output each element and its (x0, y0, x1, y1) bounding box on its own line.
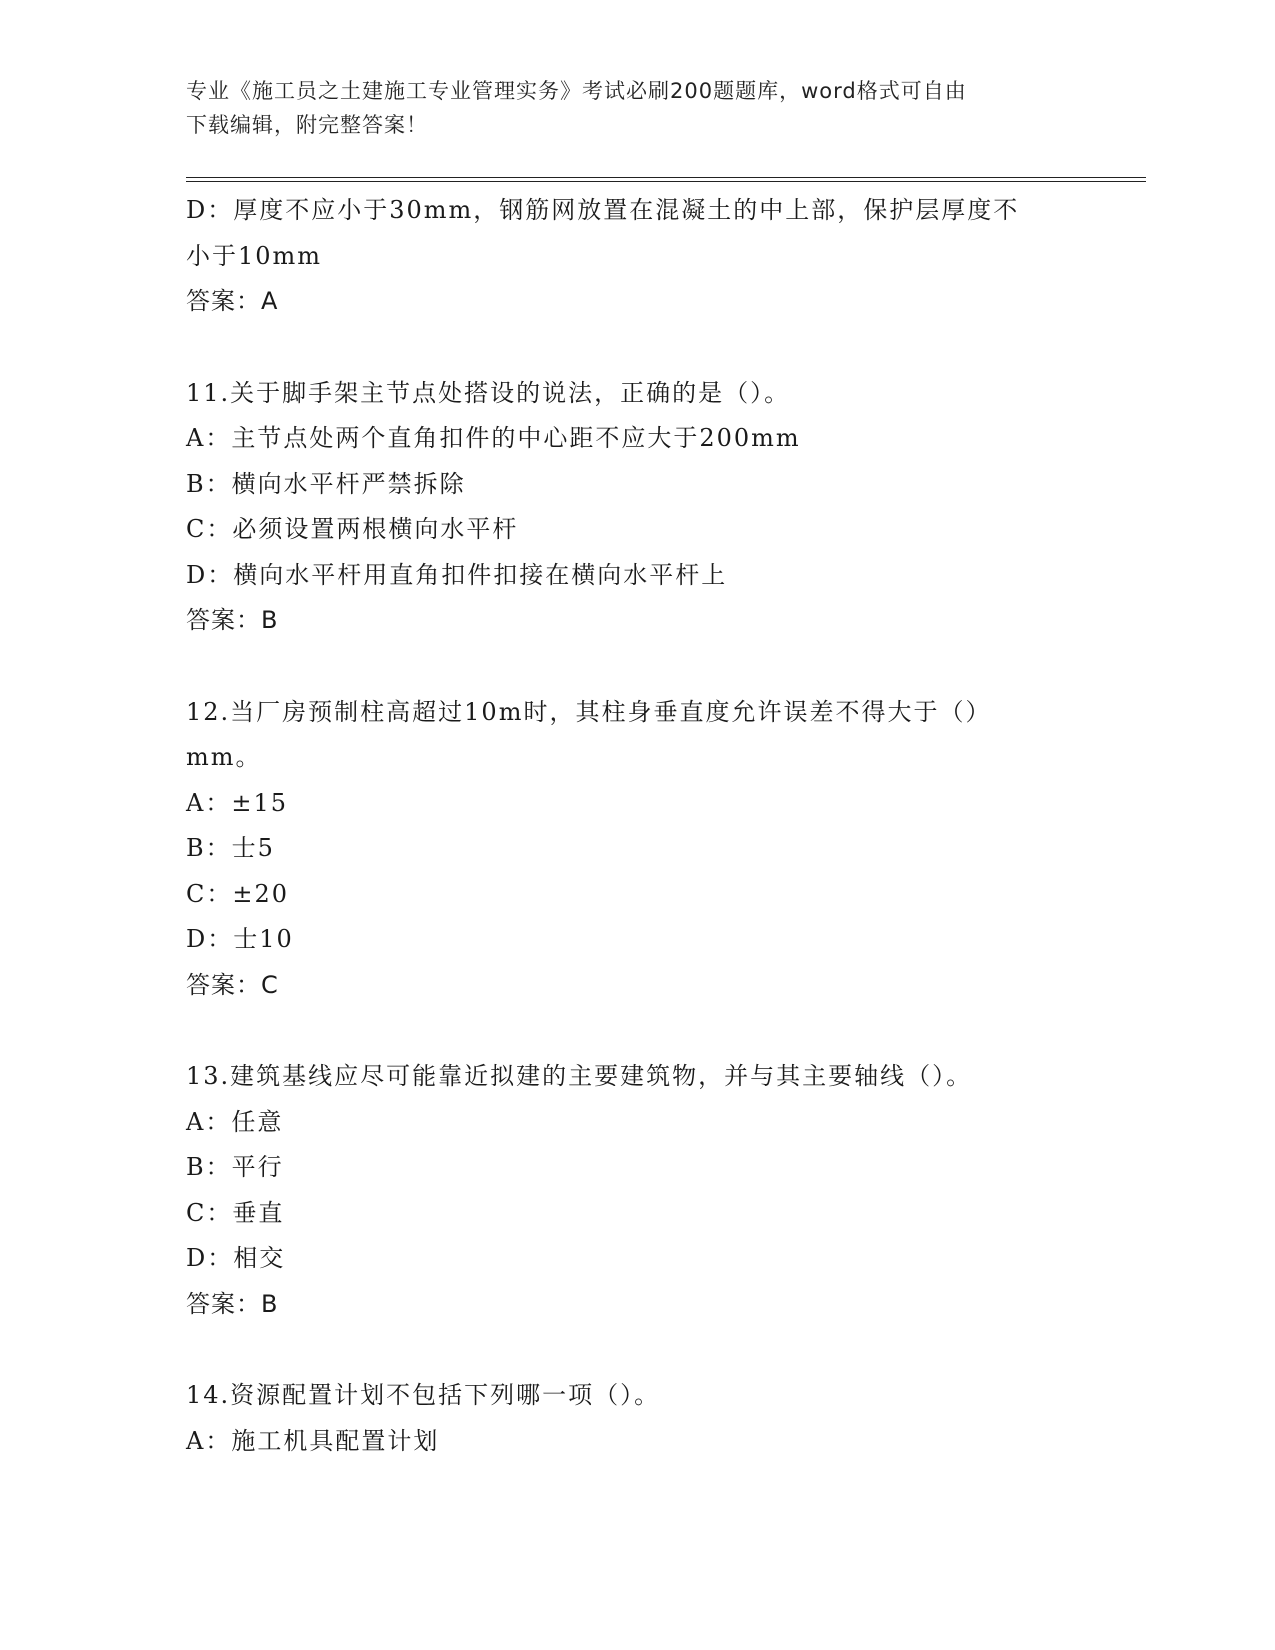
question-stem: 11.关于脚手架主节点处搭设的说法，正确的是（）。 (186, 378, 791, 407)
answer: 答案：B (186, 1289, 279, 1318)
option-b: B：士5 (186, 834, 275, 862)
option-b: B：平行 (186, 1153, 284, 1181)
spacer (186, 1008, 1086, 1054)
question-13 (186, 1054, 1086, 1327)
spacer (186, 1327, 1086, 1373)
question-stem: 14.资源配置计划不包括下列哪一项（）。 (186, 1381, 661, 1409)
option-a: A：主节点处两个直角扣件的中心距不应大于200mm (186, 424, 801, 452)
option-d: D：士10 (186, 925, 294, 953)
spacer (186, 325, 1086, 371)
option-c: C：必须设置两根横向水平杆 (186, 515, 519, 543)
question-11 (186, 371, 1086, 644)
spacer (186, 644, 1086, 690)
option-d: D：横向水平杆用直角扣件扣接在横向水平杆上 (186, 560, 728, 589)
option-d: D：相交 (186, 1244, 286, 1272)
question-stem: 12.当厂房预制柱高超过10m时，其柱身垂直度允许误差不得大于（） (186, 697, 992, 726)
option-d: D：厚度不应小于30mm，钢筋网放置在混凝土的中上部，保护层厚度不 (186, 196, 1020, 224)
question-stem: 13.建筑基线应尽可能靠近拟建的主要建筑物，并与其主要轴线（）。 (186, 1062, 973, 1090)
option-c: C：±20 (186, 879, 290, 908)
option-a: A：任意 (186, 1107, 284, 1136)
option-a: A：施工机具配置计划 (186, 1426, 440, 1455)
option-d-wrap: 小于10mm (186, 241, 323, 270)
header-line-2: 下载编辑，附完整答案！ (186, 113, 428, 137)
answer: 答案：A (186, 287, 279, 315)
option-b: B：横向水平杆严禁拆除 (186, 469, 466, 498)
option-a: A：±15 (186, 788, 288, 817)
header-divider-bottom (186, 181, 1146, 182)
question-stem-wrap: mm。 (186, 743, 262, 771)
question-12 (186, 690, 1086, 1009)
question-14 (186, 1373, 1086, 1464)
answer: 答案：B (186, 606, 279, 634)
header-divider-top (186, 177, 1146, 178)
question-10-continuation (186, 188, 1086, 325)
header-line-1: 专业《施工员之土建施工专业管理实务》考试必刷200题题库，word格式可自由 (186, 79, 967, 103)
document-body (186, 188, 1086, 1464)
answer: 答案：C (186, 970, 279, 999)
option-c: C：垂直 (186, 1198, 285, 1227)
page-header (186, 74, 1066, 142)
